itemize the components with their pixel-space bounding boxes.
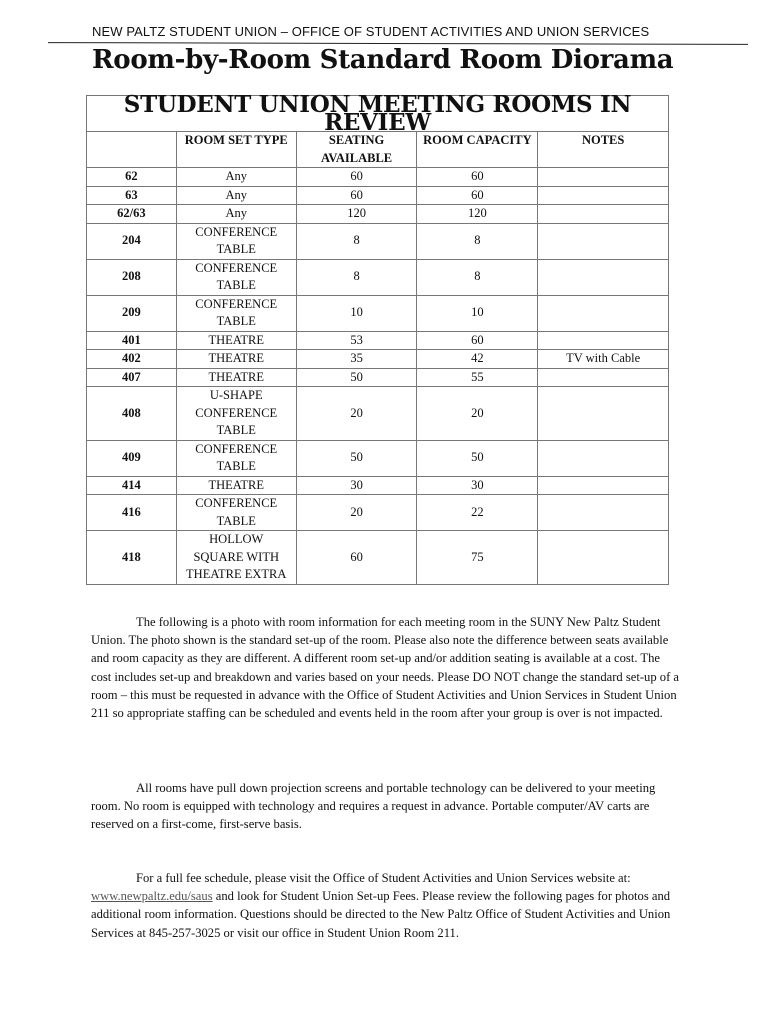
cell-notes [538, 495, 669, 531]
cell-room-set-type: THEATRE [176, 476, 296, 495]
table-row [87, 259, 669, 295]
cell-seating-available: 30 [296, 476, 417, 495]
cell-room-capacity: 30 [417, 476, 538, 495]
table-row [87, 368, 669, 387]
cell-room-number: 209 [87, 295, 177, 331]
cell-notes [538, 331, 669, 350]
cell-room-capacity: 50 [417, 440, 538, 476]
cell-room-number: 408 [87, 387, 177, 441]
cell-room-capacity: 60 [417, 168, 538, 187]
cell-room-number: 63 [87, 186, 177, 205]
cell-seating-available: 20 [296, 387, 417, 441]
cell-notes [538, 295, 669, 331]
document-title: Room-by-Room Standard Room Diorama [92, 45, 674, 75]
paragraph-fees-text-after: and look for Student Union Set-up Fees. Please review the following pages for photos and additional room information. Questions should be directed to the New Paltz Office of Student Activities and Union Services at 845-257-3025 or visit our office in Student Union Room 211. [91, 889, 671, 940]
paragraph-room-info-text: The following is a photo with room information for each meeting room in the SUNY New Paltz Student Union. The photo shown is the standard set-up of the room. Please also note the difference between seats available and room capacity as they are different. A different room set-up and/or addition seating is available at a cost. The cost includes set-up and breakdown and varies based on your needs. Please DO NOT change the standard set-up of a room – this must be requested in advance with the Office of Student Activities and Union Services in Student Union 211 so appropriate staffing can be scheduled and events held in the room after your group is over is not impacted. [91, 615, 680, 721]
table-row [87, 205, 669, 224]
paragraph-fees [91, 869, 681, 942]
paragraph-fees-text-before: For a full fee schedule, please visit the Office of Student Activities and Union Services website at: [136, 871, 631, 885]
cell-seating-available: 50 [296, 440, 417, 476]
cell-seating-available: 60 [296, 186, 417, 205]
cell-room-set-type: THEATRE [176, 350, 296, 369]
cell-room-number: 401 [87, 331, 177, 350]
cell-room-capacity: 75 [417, 531, 538, 585]
cell-room-set-type: Any [176, 186, 296, 205]
cell-seating-available: 8 [296, 259, 417, 295]
paragraph-technology [91, 779, 681, 834]
cell-room-capacity: 22 [417, 495, 538, 531]
cell-room-set-type: U-SHAPE CONFERENCE TABLE [176, 387, 296, 441]
col-seating-available: SEATING AVAILABLE [296, 132, 417, 168]
cell-room-capacity: 8 [417, 259, 538, 295]
table-row [87, 387, 669, 441]
cell-notes [538, 368, 669, 387]
cell-room-number: 407 [87, 368, 177, 387]
table-row [87, 476, 669, 495]
cell-room-number: 208 [87, 259, 177, 295]
cell-notes [538, 205, 669, 224]
cell-seating-available: 120 [296, 205, 417, 224]
table-row [87, 186, 669, 205]
cell-room-number: 414 [87, 476, 177, 495]
paragraph-technology-text: All rooms have pull down projection screens and portable technology can be delivered to your meeting room. No room is equipped with technology and requires a request in advance. Portable computer/AV carts are reserved on a first-come, first-serve basis. [91, 781, 656, 832]
table-row [87, 331, 669, 350]
col-notes: NOTES [538, 132, 669, 168]
cell-notes [538, 223, 669, 259]
cell-seating-available: 50 [296, 368, 417, 387]
cell-room-number: 416 [87, 495, 177, 531]
cell-notes [538, 168, 669, 187]
cell-room-set-type: HOLLOW SQUARE WITH THEATRE EXTRA [176, 531, 296, 585]
saus-website-link[interactable]: www.newpaltz.edu/saus [91, 889, 213, 904]
col-room-set-type: ROOM SET TYPE [176, 132, 296, 168]
col-room [87, 132, 177, 168]
cell-seating-available: 60 [296, 168, 417, 187]
table-row [87, 295, 669, 331]
cell-room-set-type: THEATRE [176, 331, 296, 350]
cell-room-set-type: THEATRE [176, 368, 296, 387]
paragraph-room-info [91, 613, 681, 722]
cell-room-number: 62 [87, 168, 177, 187]
cell-notes [538, 440, 669, 476]
cell-room-set-type: CONFERENCE TABLE [176, 223, 296, 259]
org-header: NEW PALTZ STUDENT UNION – OFFICE OF STUDENT ACTIVITIES AND UNION SERVICES [92, 24, 650, 39]
cell-room-set-type: CONFERENCE TABLE [176, 495, 296, 531]
cell-notes: TV with Cable [538, 350, 669, 369]
cell-room-capacity: 10 [417, 295, 538, 331]
table-row [87, 440, 669, 476]
cell-notes [538, 387, 669, 441]
cell-seating-available: 60 [296, 531, 417, 585]
cell-notes [538, 476, 669, 495]
cell-room-set-type: Any [176, 168, 296, 187]
table-row [87, 350, 669, 369]
col-room-capacity: ROOM CAPACITY [417, 132, 538, 168]
cell-room-set-type: CONFERENCE TABLE [176, 440, 296, 476]
cell-room-capacity: 42 [417, 350, 538, 369]
cell-room-capacity: 20 [417, 387, 538, 441]
cell-seating-available: 35 [296, 350, 417, 369]
cell-seating-available: 53 [296, 331, 417, 350]
cell-notes [538, 259, 669, 295]
cell-seating-available: 10 [296, 295, 417, 331]
cell-room-capacity: 120 [417, 205, 538, 224]
cell-room-number: 418 [87, 531, 177, 585]
table-row [87, 495, 669, 531]
table-caption: STUDENT UNION MEETING ROOMS IN REVIEW [87, 96, 669, 132]
cell-seating-available: 8 [296, 223, 417, 259]
table-row [87, 223, 669, 259]
cell-room-number: 402 [87, 350, 177, 369]
cell-room-set-type: CONFERENCE TABLE [176, 295, 296, 331]
cell-room-number: 409 [87, 440, 177, 476]
cell-room-set-type: CONFERENCE TABLE [176, 259, 296, 295]
table-row [87, 531, 669, 585]
cell-room-set-type: Any [176, 205, 296, 224]
cell-room-capacity: 55 [417, 368, 538, 387]
cell-room-capacity: 8 [417, 223, 538, 259]
cell-room-capacity: 60 [417, 186, 538, 205]
cell-room-capacity: 60 [417, 331, 538, 350]
rooms-table [86, 91, 669, 585]
cell-room-number: 62/63 [87, 205, 177, 224]
cell-notes [538, 186, 669, 205]
cell-seating-available: 20 [296, 495, 417, 531]
cell-room-number: 204 [87, 223, 177, 259]
table-row [87, 168, 669, 187]
cell-notes [538, 531, 669, 585]
